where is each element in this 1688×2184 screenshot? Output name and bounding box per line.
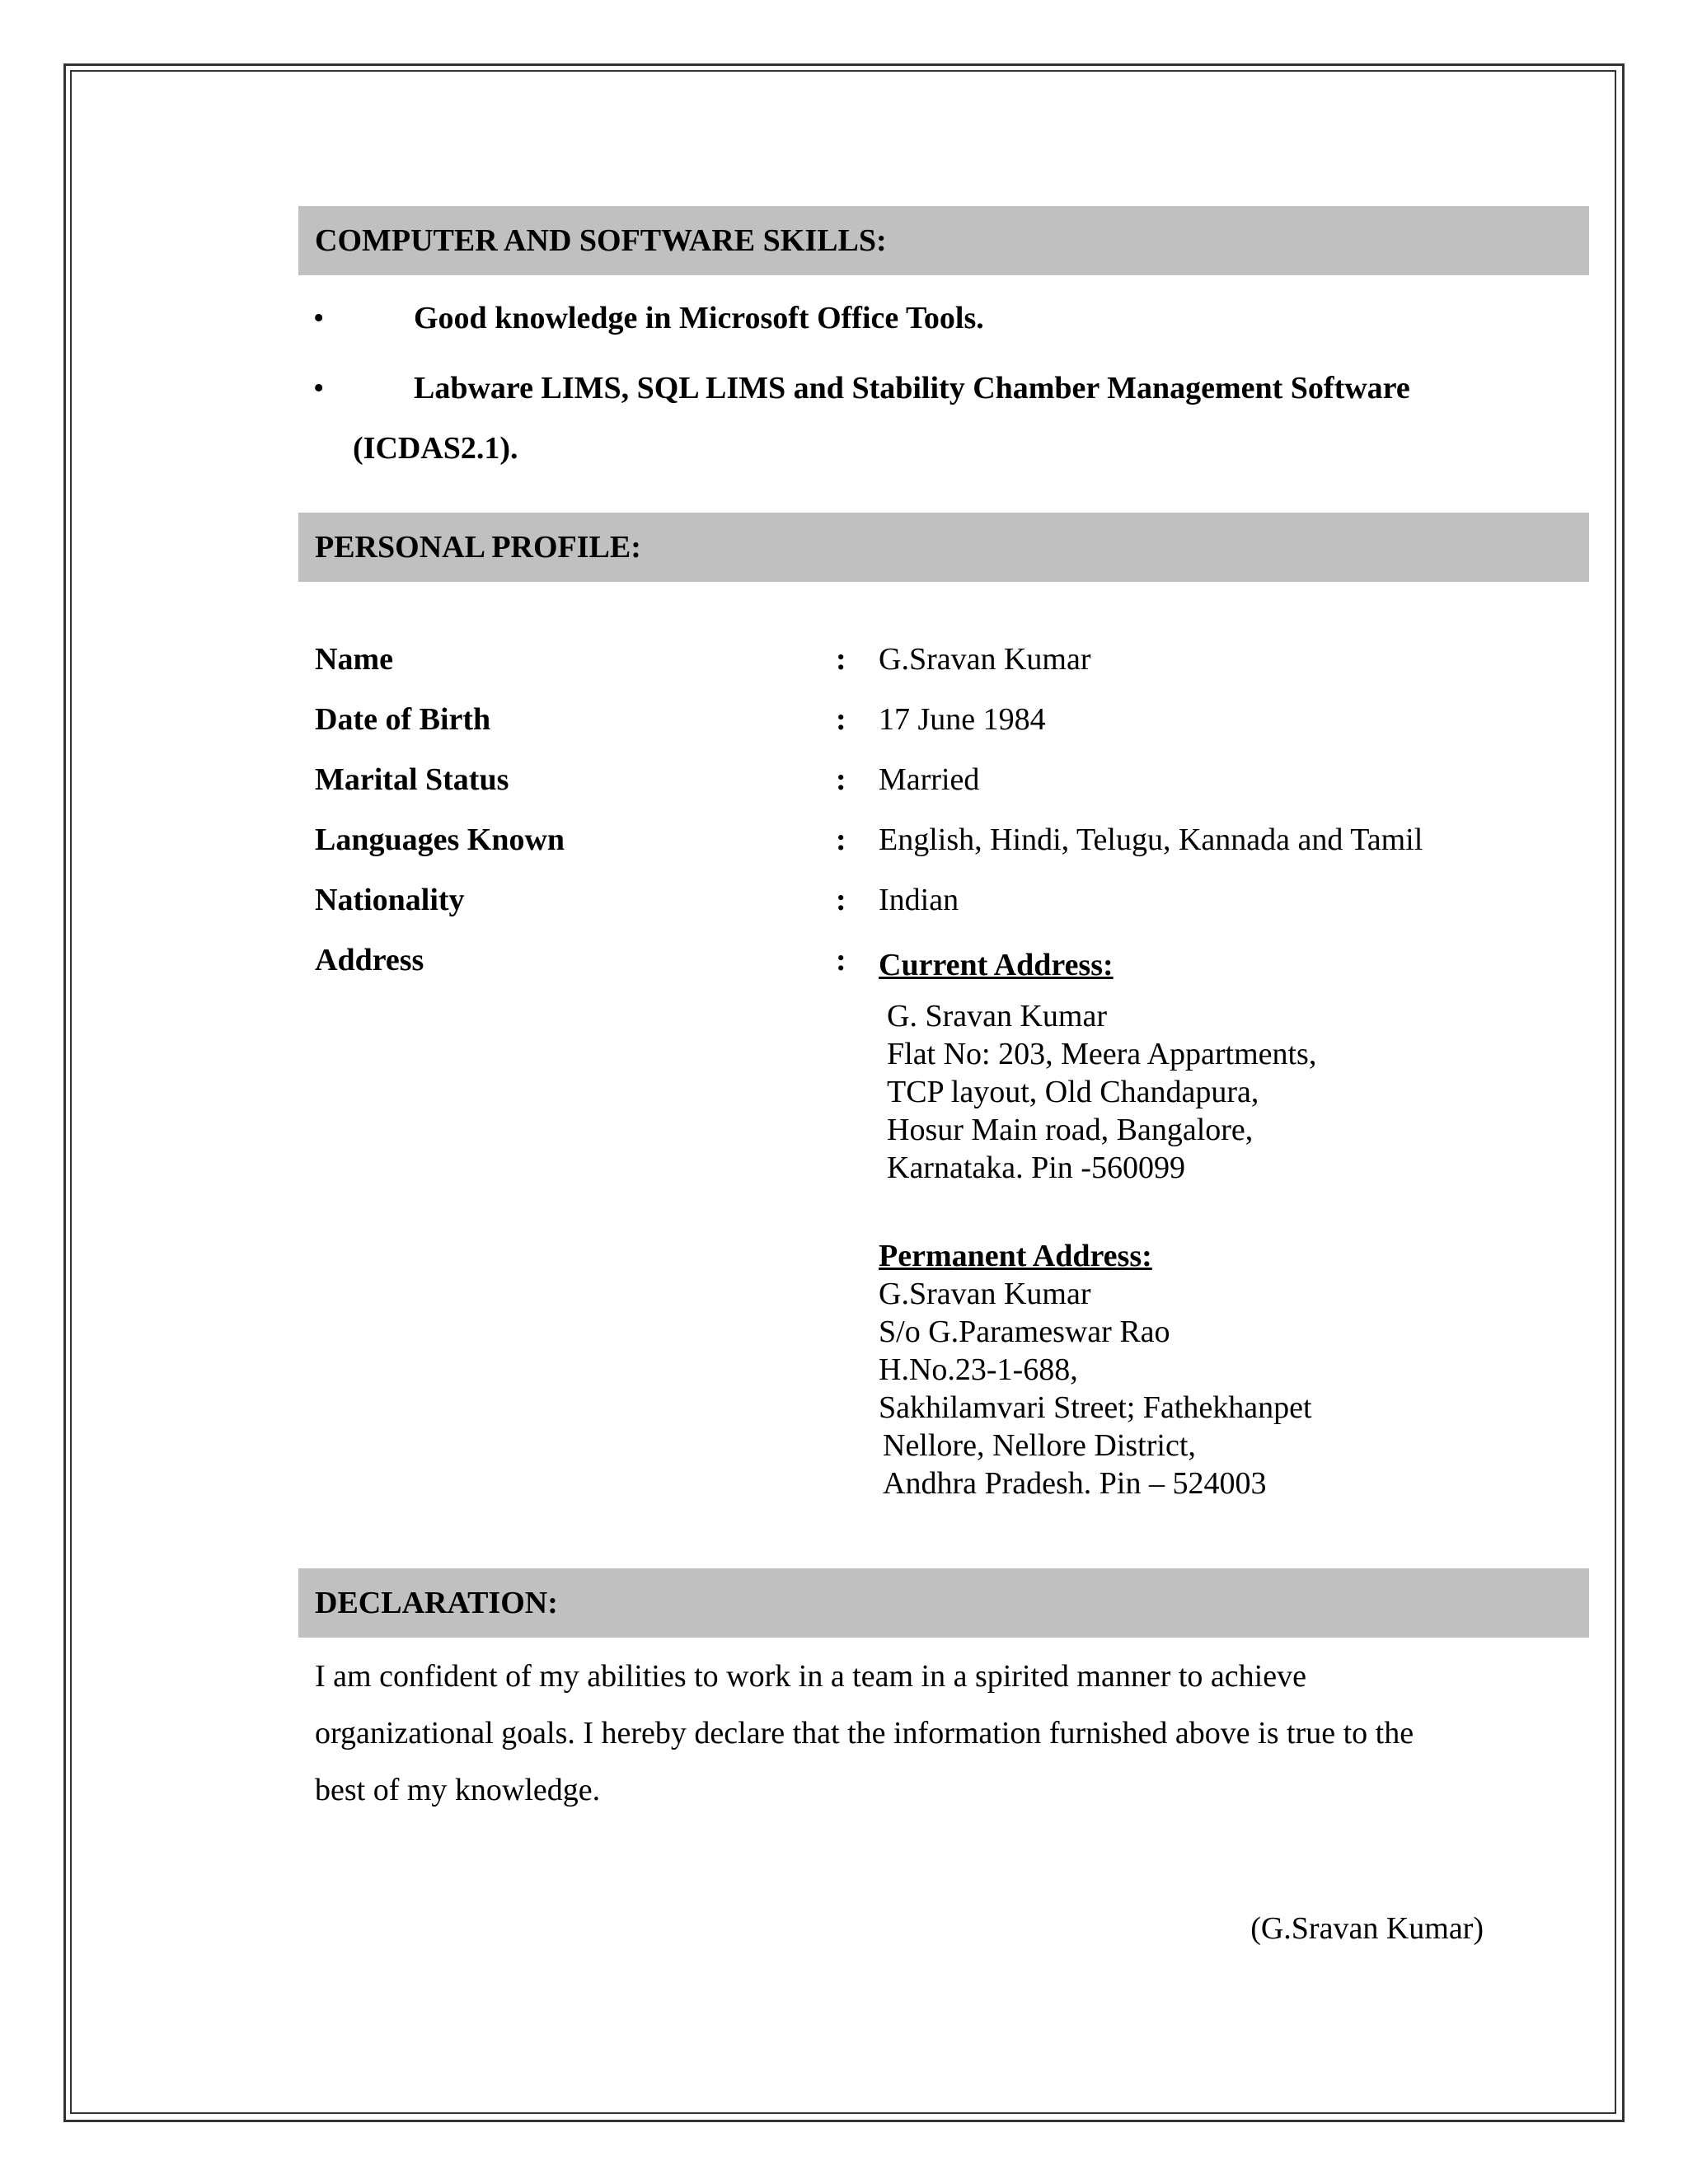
current-address-line: Flat No: 203, Meera Appartments, — [887, 1037, 1317, 1071]
profile-colon: : — [836, 823, 846, 857]
profile-label-languages: Languages Known — [315, 823, 565, 857]
permanent-address-line: S/o G.Parameswar Rao — [879, 1315, 1170, 1349]
profile-label-marital: Marital Status — [315, 762, 509, 797]
profile-label-name: Name — [315, 642, 393, 677]
skill-item-text: Good knowledge in Microsoft Office Tools. — [414, 301, 984, 335]
permanent-address-line: G.Sravan Kumar — [879, 1277, 1091, 1311]
profile-label-address: Address — [315, 943, 424, 977]
permanent-address-line: Andhra Pradesh. Pin – 524003 — [883, 1466, 1267, 1501]
current-address-heading: Current Address: — [879, 948, 1114, 982]
current-address-line: Karnataka. Pin -560099 — [887, 1151, 1185, 1185]
skills-heading: COMPUTER AND SOFTWARE SKILLS: — [298, 206, 1589, 275]
bullet-icon: • — [313, 301, 325, 335]
profile-value-dob: 17 June 1984 — [879, 702, 1046, 737]
profile-colon: : — [836, 642, 846, 677]
declaration-text: best of my knowledge. — [315, 1773, 601, 1807]
profile-label-nationality: Nationality — [315, 883, 465, 917]
signature-name: (G.Sravan Kumar) — [1250, 1911, 1484, 1946]
profile-colon: : — [836, 762, 846, 797]
permanent-address-line: Sakhilamvari Street; Fathekhanpet — [879, 1390, 1312, 1425]
current-address-line: G. Sravan Kumar — [887, 999, 1107, 1033]
skill-item-text: Labware LIMS, SQL LIMS and Stability Chamber Management Software — [414, 371, 1410, 405]
declaration-heading: DECLARATION: — [298, 1568, 1589, 1638]
permanent-address-line: H.No.23-1-688, — [879, 1352, 1078, 1387]
profile-colon: : — [836, 883, 846, 917]
profile-colon: : — [836, 702, 846, 737]
bullet-icon: • — [313, 371, 325, 405]
skill-item-continuation: (ICDAS2.1). — [353, 431, 518, 466]
current-address-line: TCP layout, Old Chandapura, — [887, 1075, 1259, 1109]
profile-heading: PERSONAL PROFILE: — [298, 513, 1589, 582]
profile-label-dob: Date of Birth — [315, 702, 491, 737]
declaration-text: I am confident of my abilities to work in a team in a spirited manner to achieve — [315, 1659, 1306, 1694]
declaration-text: organizational goals. I hereby declare that the information furnished above is true to the — [315, 1716, 1414, 1750]
profile-value-name: G.Sravan Kumar — [879, 642, 1091, 677]
profile-value-marital: Married — [879, 762, 980, 797]
profile-value-languages: English, Hindi, Telugu, Kannada and Tamil — [879, 823, 1423, 857]
profile-colon: : — [836, 943, 846, 977]
current-address-line: Hosur Main road, Bangalore, — [887, 1113, 1254, 1147]
profile-value-nationality: Indian — [879, 883, 959, 917]
permanent-address-heading: Permanent Address: — [879, 1239, 1152, 1273]
permanent-address-line: Nellore, Nellore District, — [883, 1428, 1196, 1463]
